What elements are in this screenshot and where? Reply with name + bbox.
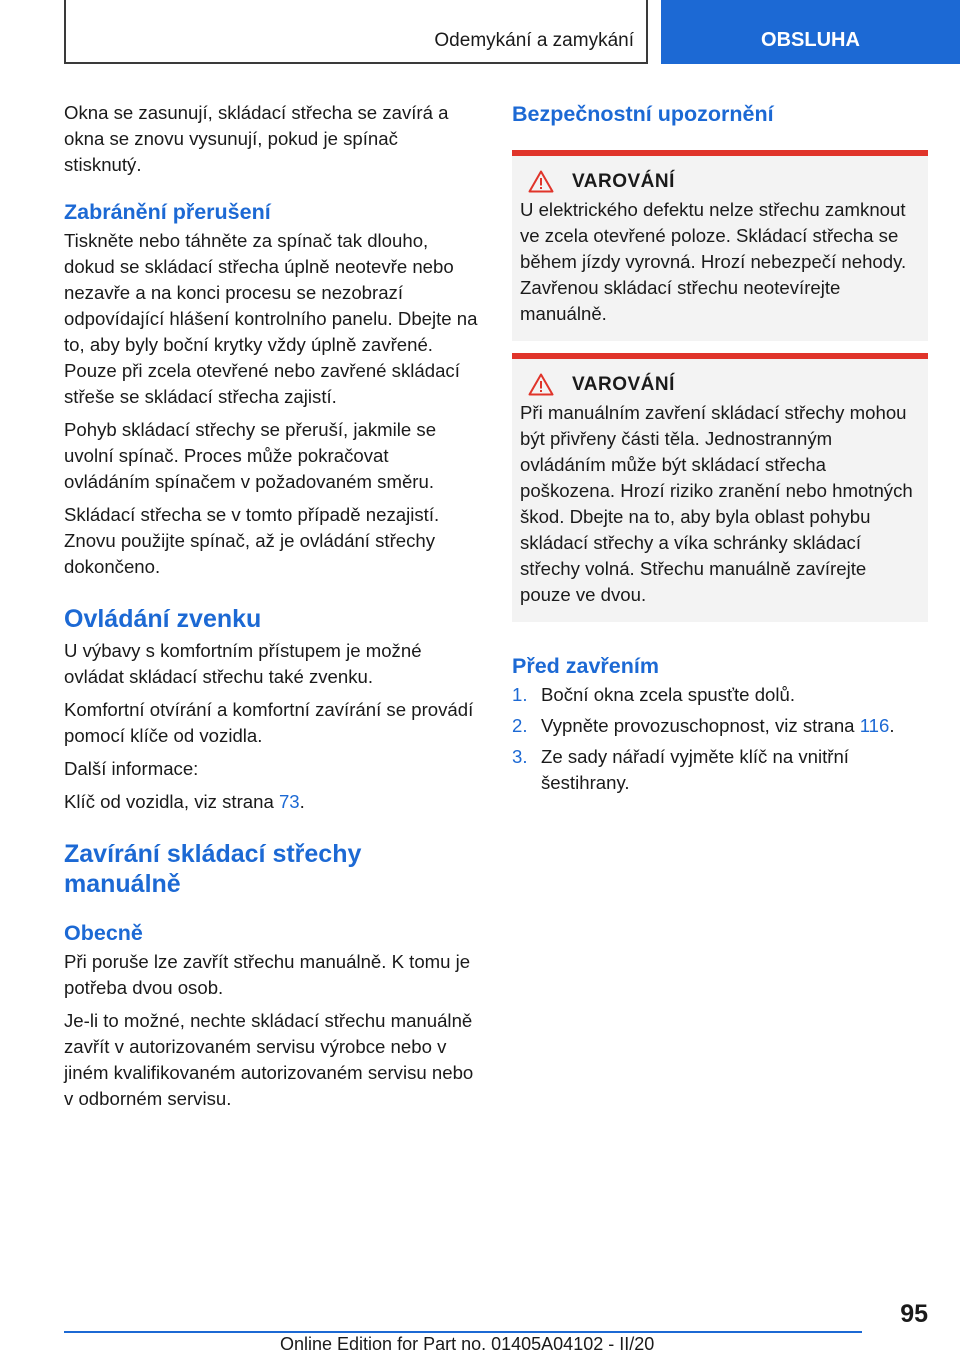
step-item <box>512 713 928 739</box>
interrupt-heading: Zabránění přerušení <box>64 200 271 224</box>
step-text <box>541 682 795 708</box>
section-tab: OBSLUHA <box>661 0 960 64</box>
left-column <box>64 100 478 1119</box>
warning-triangle-icon <box>528 373 554 396</box>
step-text-end: . <box>889 715 895 736</box>
interrupt-paragraph-1: Tiskněte nebo táhněte za spínač tak dlouho, dokud se skládací střecha úplně neotevře nebo nezavře a na konci procesu se nezobrazí odpovídající hlášení kontrolního panelu. Dbejte na to, aby byly boční krytky vždy úplně zavřené. Pouze při zcela otevřené nebo zavřené skládací střeše se skládací střecha zajistí. <box>64 230 478 407</box>
warning-header <box>520 373 918 396</box>
general-paragraph-2: Je-li to možné, nechte skládací střechu manuálně zavřít v autorizovaném servisu výrobce nebo v jiném kvalifikovaném autorizovaném servisu nebo v odborném servisu. <box>64 1010 474 1109</box>
step-number: 1. <box>512 684 528 705</box>
outside-paragraph-1: U výbavy s komfortním přístupem je možné ovládat skládací střechu také zvenku. <box>64 640 422 687</box>
step-text-body: Vypněte provozuschopnost, viz strana <box>541 715 860 736</box>
key-reference-text: Klíč od vozidla, viz strana <box>64 791 274 812</box>
step-text-body: Ze sady nářadí vyjměte klíč na vnitřní šestihrany. <box>541 746 849 793</box>
general-heading: Obecně <box>64 921 143 945</box>
warning-box <box>512 353 928 622</box>
page-link-73[interactable]: 73 <box>278 791 300 812</box>
key-reference <box>64 789 478 815</box>
footer-divider <box>64 1331 862 1333</box>
step-text-body: Boční okna zcela spusťte dolů. <box>541 684 796 705</box>
warning-triangle-icon <box>528 170 554 193</box>
right-column <box>512 100 928 801</box>
step-item <box>512 744 928 796</box>
steps-list <box>512 682 928 796</box>
intro-paragraph: Okna se zasunují, skládací střecha se zavírá a okna se znovu vysunují, pokud je spínač stisknutý. <box>64 102 449 175</box>
warning-text: Při manuálním zavření skládací střechy mohou být přivřeny části těla. Jednostranným ovládáním může být skládací střecha poškozena. Hrozí riziko zranění nebo hmotných škod. Dbejte na to, aby byla oblast pohybu skládací střechy a víka schránky skládací střechy volná. Střechu manuálně zavírejte pouze ve dvou. <box>520 402 913 605</box>
interrupt-paragraph-3: Skládací střecha se v tomto případě nezajistí. Znovu použijte spínač, až je ovládání střechy dokončeno. <box>64 504 440 577</box>
outside-paragraph-2: Komfortní otvírání a komfortní zavírání se provádí pomocí klíče od vozidla. <box>64 699 474 746</box>
general-paragraph-1: Při poruše lze zavřít střechu manuálně. K tomu je potřeba dvou osob. <box>64 951 471 998</box>
safety-heading: Bezpečnostní upozornění <box>512 102 774 126</box>
warning-box <box>512 150 928 341</box>
manual-close-heading: Zavírání skládací střechy manuálně <box>64 840 362 898</box>
warning-label: VAROVÁNÍ <box>572 170 675 192</box>
warning-text: U elektrického defektu nelze střechu zamknout ve zcela otevřené poloze. Skládací střecha se během jízdy vyrovná. Hrozí nebezpečí nehody. Zavřenou skládací střechu neotevírejte manuálně. <box>520 199 907 324</box>
step-text <box>541 744 928 796</box>
step-item <box>512 682 928 708</box>
outside-paragraph-3: Další informace: <box>64 758 199 779</box>
step-text <box>541 713 895 739</box>
interrupt-paragraph-2: Pohyb skládací střechy se přeruší, jakmile se uvolní spínač. Proces může pokračovat ovládáním spínačem v požadovaném směru. <box>64 419 437 492</box>
warning-label: VAROVÁNÍ <box>572 373 675 395</box>
page-link-116[interactable]: 116 <box>859 715 890 736</box>
chapter-title: Odemykání a zamykání <box>434 30 634 51</box>
header-chapter-box <box>64 0 648 64</box>
warning-header <box>520 170 918 193</box>
step-number: 3. <box>512 746 528 767</box>
footer-edition-text: Online Edition for Part no. 01405A04102 - II/20 <box>280 1334 655 1354</box>
outside-heading: Ovládání zvenku <box>64 605 262 633</box>
page-number: 95 <box>900 1300 928 1328</box>
footer-edition <box>280 1334 654 1355</box>
step-number: 2. <box>512 715 528 736</box>
key-reference-end: . <box>299 791 305 812</box>
before-closing-heading: Před zavřením <box>512 654 659 678</box>
